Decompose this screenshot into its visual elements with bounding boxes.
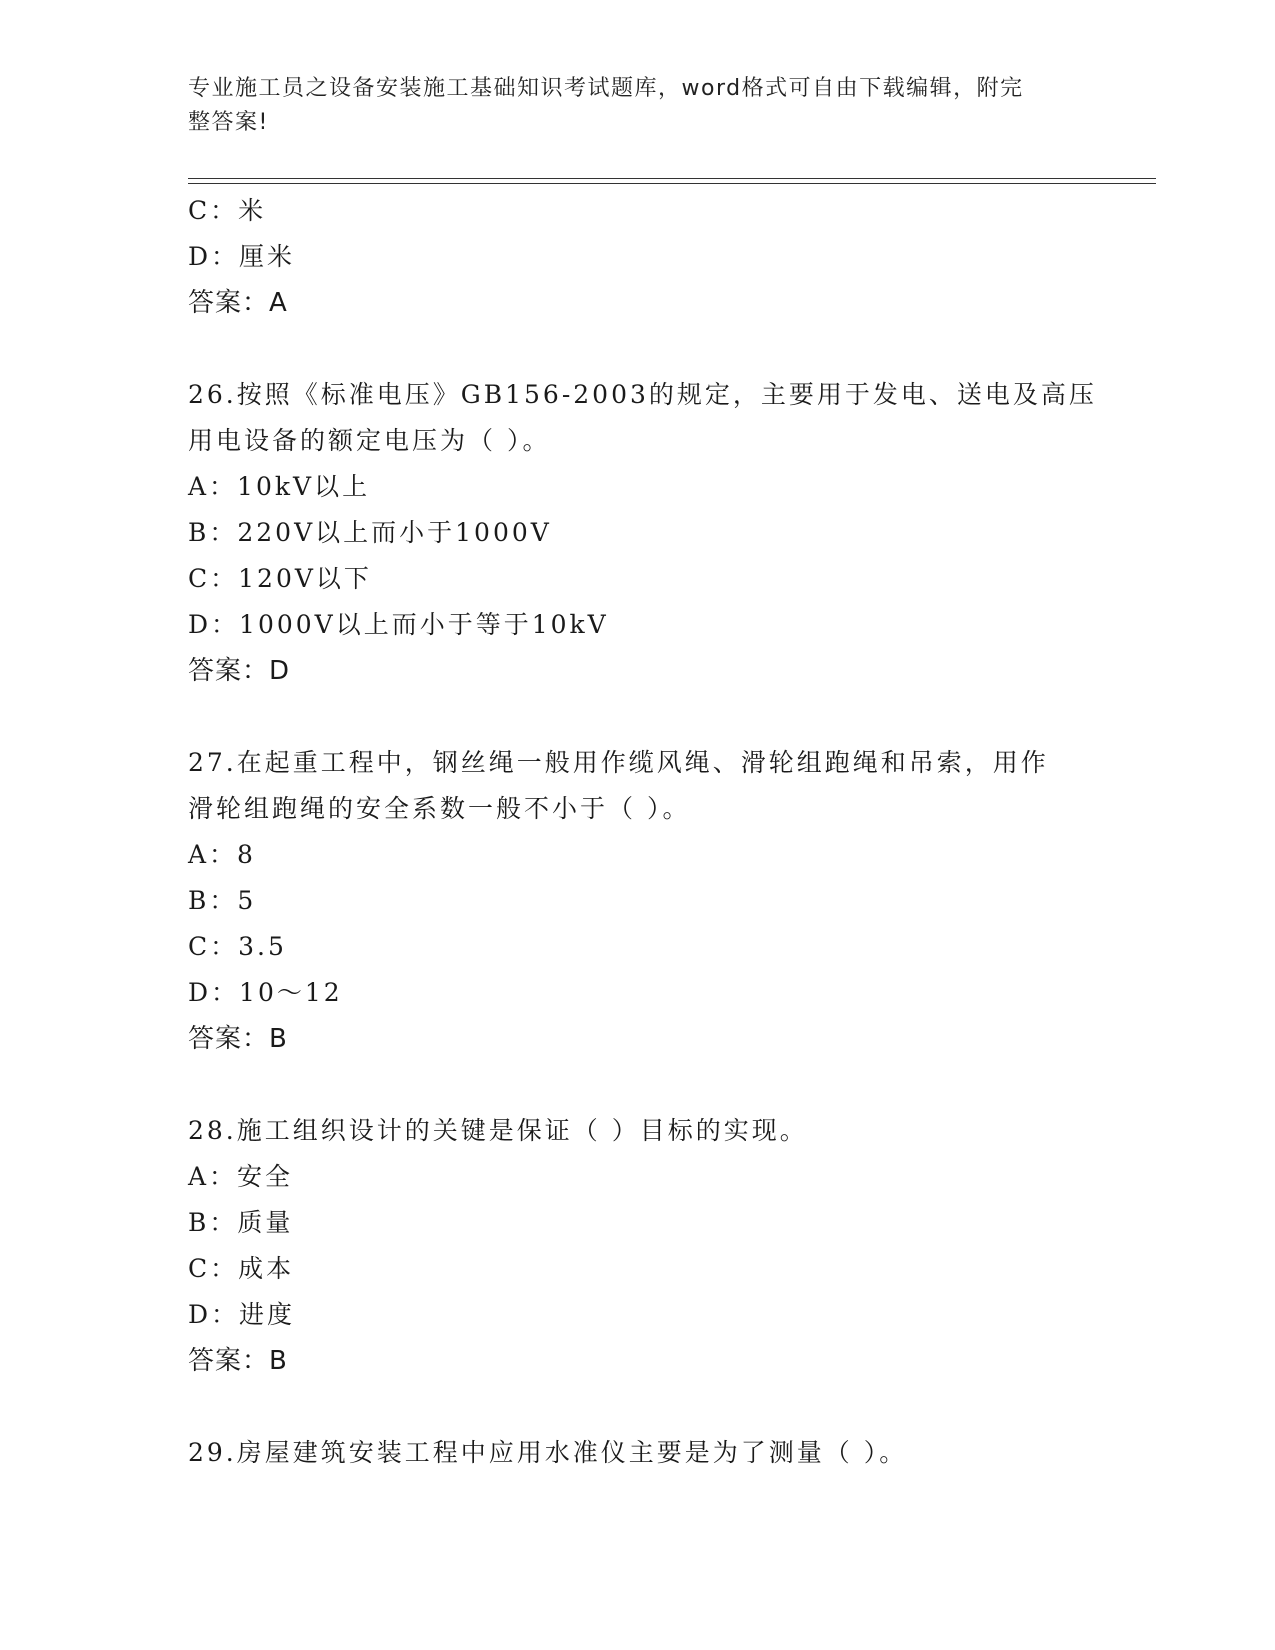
- header-line-1: 专业施工员之设备安装施工基础知识考试题库，word格式可自由下载编辑，附完: [188, 76, 1024, 101]
- option-c: C：成本: [188, 1254, 295, 1283]
- question-list: [188, 188, 1097, 1476]
- option-b: B：质量: [188, 1208, 294, 1237]
- option-c: C：3.5: [188, 932, 287, 961]
- header-divider-bottom: [188, 183, 1156, 184]
- option-d: D：1000V以上而小于等于10kV: [188, 610, 609, 639]
- header-divider-top: [188, 178, 1156, 179]
- question-block-25: [188, 188, 1088, 326]
- answer-line: 答案：A: [188, 288, 288, 318]
- question-stem: 27.在起重工程中，钢丝绳一般用作缆风绳、滑轮组跑绳和吊索，用作: [188, 748, 1049, 777]
- question-stem-continued: 用电设备的额定电压为（ ）。: [188, 426, 551, 455]
- question-stem-continued: 滑轮组跑绳的安全系数一般不小于（ ）。: [188, 794, 691, 823]
- option-d: D：厘米: [188, 242, 296, 271]
- option-c: C：120V以下: [188, 564, 372, 593]
- option-b: B：220V以上而小于1000V: [188, 518, 552, 547]
- question-stem: 26.按照《标准电压》GB156-2003的规定，主要用于发电、送电及高压: [188, 380, 1097, 409]
- question-block-26: [188, 372, 1097, 694]
- option-a: A：8: [188, 840, 256, 869]
- answer-line: 答案：B: [188, 1346, 288, 1376]
- option-d: D：10～12: [188, 978, 343, 1007]
- question-block-28: [188, 1108, 1088, 1384]
- page-header: [188, 72, 1068, 140]
- question-stem: 28.施工组织设计的关键是保证（ ）目标的实现。: [188, 1116, 808, 1145]
- spacer: [188, 1384, 1088, 1430]
- answer-line: 答案：B: [188, 1024, 288, 1054]
- question-block-29: [188, 1430, 1088, 1476]
- question-stem: 29.房屋建筑安装工程中应用水准仪主要是为了测量（ ）。: [188, 1438, 908, 1467]
- option-a: A：安全: [188, 1162, 294, 1191]
- spacer: [188, 694, 1088, 740]
- option-c: C：米: [188, 196, 267, 225]
- option-d: D：进度: [188, 1300, 296, 1329]
- spacer: [188, 1062, 1088, 1108]
- answer-line: 答案：D: [188, 656, 291, 686]
- option-a: A：10kV以上: [188, 472, 371, 501]
- spacer: [188, 326, 1088, 372]
- question-block-27: [188, 740, 1088, 1062]
- header-line-2: 整答案!: [188, 110, 269, 135]
- option-b: B：5: [188, 886, 257, 915]
